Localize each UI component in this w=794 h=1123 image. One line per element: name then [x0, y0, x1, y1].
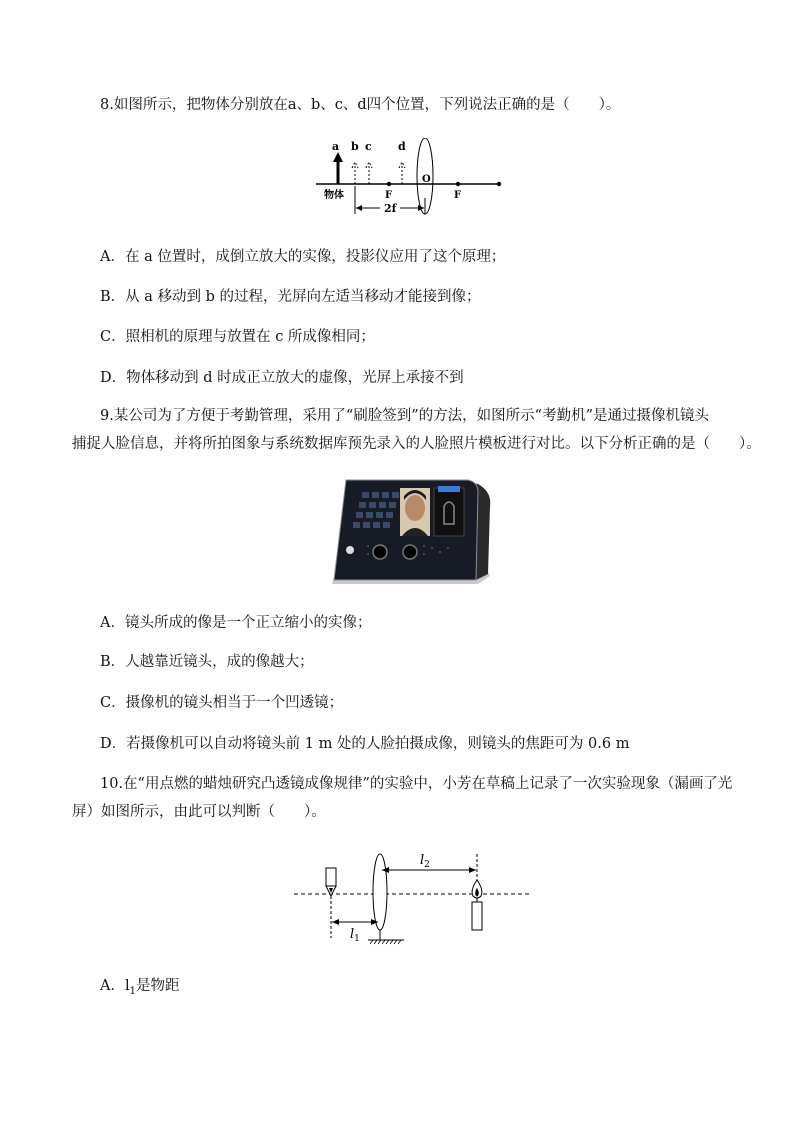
label-l2: $l_2$: [420, 853, 430, 870]
q9-option-a: A．镜头所成的像是一个正立缩小的实像；: [100, 615, 372, 631]
label-object: 物体: [324, 190, 344, 201]
label-o: O: [422, 174, 431, 185]
question-9-stem-line2: 捕捉人脸信息，并将所拍图象与系统数据库预先录入的人脸照片模板进行对比。以下分析正确的是（ ）。: [72, 436, 761, 452]
attendance-machine-image: [328, 476, 494, 590]
q8-option-b: B．从 a 移动到 b 的过程，光屏向左适当移动才能接到像；: [100, 289, 481, 305]
label-f-right: F: [454, 190, 462, 201]
q9-option-d: D．若摄像机可以自动将镜头前 1 m 处的人脸拍摄成像，则镜头的焦距可为 0.6 m: [100, 736, 630, 752]
q9-option-c: C．摄像机的镜头相当于一个凹透镜；: [100, 695, 344, 711]
q8-option-d: D．物体移动到 d 时成正立放大的虚像，光屏上承接不到: [100, 370, 464, 386]
label-b: b: [351, 140, 359, 153]
question-8-stem: 8.如图所示，把物体分别放在a、b、c、d四个位置，下列说法正确的是（ ）。: [100, 97, 621, 113]
q10-option-a: [100, 976, 179, 1002]
question-9-stem-line1: 9.某公司为了方便于考勤管理，采用了“刷脸签到”的方法，如图所示“考勤机”是通过摄像机镜头: [100, 408, 709, 424]
q8-option-a: A．在 a 位置时，成倒立放大的实像，投影仪应用了这个原理；: [100, 249, 506, 265]
q10-option-a-rest: 是物距: [135, 978, 180, 994]
q8-option-c: C．照相机的原理与放置在 c 所成像相同；: [100, 329, 375, 345]
q8-lens-diagram: [312, 138, 512, 220]
question-10-stem-line1: 10.在“用点燃的蜡烛研究凸透镜成像规律”的实验中，小芳在草稿上记录了一次实验现象（漏画了光: [100, 776, 733, 792]
label-c: c: [365, 140, 372, 153]
label-f-left: F: [385, 190, 393, 201]
label-l1: $l_1$: [350, 927, 360, 944]
q10-option-a-prefix: A．l: [100, 978, 130, 994]
q10-option-a-subscript: 1: [129, 985, 136, 997]
candle-lens-diagram: [292, 846, 536, 946]
label-d: d: [398, 140, 406, 153]
label-2f: 2f: [384, 202, 397, 215]
question-10-stem-line2: 屏）如图所示，由此可以判断（ ）。: [72, 804, 326, 820]
q9-option-b: B．人越靠近镜头，成的像越大；: [100, 654, 314, 670]
label-a: a: [332, 140, 340, 153]
